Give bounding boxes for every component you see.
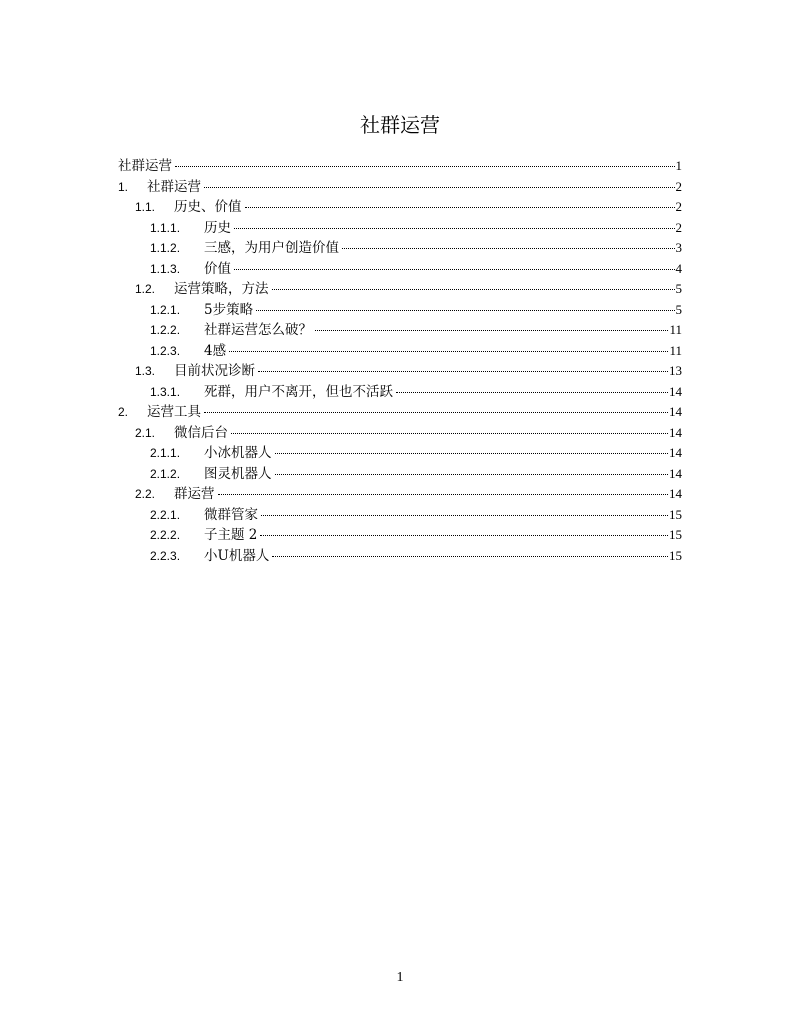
toc-entry-page: 14 xyxy=(669,424,682,440)
toc-entry[interactable] xyxy=(118,300,682,321)
toc-entry[interactable] xyxy=(118,361,682,382)
toc-entry-number: 2.2.3. xyxy=(150,548,181,563)
toc-entry[interactable] xyxy=(118,382,682,403)
toc-entry-number: 1.1.2. xyxy=(150,241,181,255)
toc-dot-leader xyxy=(218,492,669,495)
toc-dot-leader xyxy=(231,431,668,434)
toc-entry-label: 微群管家 xyxy=(204,506,258,523)
toc-entry-number: 2. xyxy=(118,405,129,419)
toc-entry-label: 运营工具 xyxy=(147,404,201,420)
toc-entry-number: 1.2.3. xyxy=(150,343,181,358)
toc-entry-number: 2.2.1. xyxy=(150,507,181,522)
toc-entry-label: 社群运营 xyxy=(147,178,201,195)
toc-entry-page: 14 xyxy=(669,486,682,501)
toc-entry-number: 2.1.1. xyxy=(150,446,181,460)
table-of-contents xyxy=(118,156,682,566)
toc-entry[interactable] xyxy=(118,484,682,505)
toc-entry-label: 社群运营 xyxy=(118,158,172,174)
toc-dot-leader xyxy=(261,513,668,516)
toc-dot-leader xyxy=(204,185,675,188)
toc-entry-label: 子主题 2 xyxy=(204,527,258,543)
toc-entry[interactable] xyxy=(118,156,682,177)
toc-entry-label: 历史、价值 xyxy=(174,199,242,215)
toc-dot-leader xyxy=(275,451,669,454)
toc-entry-label: 死群，用户不离开，但也不活跃 xyxy=(204,383,393,400)
toc-entry-label: 价值 xyxy=(204,260,231,277)
toc-entry-label: 图灵机器人 xyxy=(204,465,272,482)
toc-entry[interactable] xyxy=(118,320,682,341)
toc-dot-leader xyxy=(272,287,675,290)
toc-dot-leader xyxy=(342,246,675,249)
toc-entry-page: 14 xyxy=(669,445,682,460)
toc-entry-label: 4感 xyxy=(204,342,227,359)
toc-entry-label: 小冰机器人 xyxy=(204,445,272,461)
toc-entry-number: 1.2. xyxy=(135,282,156,296)
toc-entry[interactable] xyxy=(118,218,682,239)
toc-dot-leader xyxy=(204,410,668,413)
toc-entry[interactable] xyxy=(118,464,682,485)
toc-dot-leader xyxy=(234,267,675,270)
page-number: 1 xyxy=(396,970,404,985)
toc-entry[interactable] xyxy=(118,505,682,526)
toc-dot-leader xyxy=(258,369,668,372)
toc-entry-number: 1.3. xyxy=(135,364,156,378)
toc-entry-number: 2.2. xyxy=(135,487,156,501)
toc-dot-leader xyxy=(275,472,669,475)
toc-entry[interactable] xyxy=(118,525,682,546)
toc-entry[interactable] xyxy=(118,546,682,567)
toc-dot-leader xyxy=(175,164,675,167)
toc-entry-page: 14 xyxy=(669,383,682,399)
toc-entry[interactable] xyxy=(118,177,682,198)
toc-entry-number: 1.3.1. xyxy=(150,384,181,399)
toc-entry-label: 三感，为用户创造价值 xyxy=(204,240,339,256)
toc-entry-number: 2.1. xyxy=(135,425,156,440)
toc-entry[interactable] xyxy=(118,341,682,362)
toc-dot-leader xyxy=(272,554,668,557)
toc-entry-label: 历史 xyxy=(204,219,231,236)
toc-entry-label: 5步策略 xyxy=(204,301,254,318)
toc-entry-number: 2.1.2. xyxy=(150,466,181,481)
toc-entry-page: 5 xyxy=(675,301,682,317)
document-title: 社群运营 xyxy=(360,113,440,137)
toc-entry-page: 11 xyxy=(669,342,682,358)
toc-entry[interactable] xyxy=(118,197,682,218)
toc-entry[interactable] xyxy=(118,423,682,444)
toc-entry-label: 运营策略，方法 xyxy=(174,281,269,297)
toc-entry-page: 2 xyxy=(675,199,682,214)
toc-entry-number: 1. xyxy=(118,179,129,194)
toc-entry-page: 5 xyxy=(675,281,682,296)
toc-entry-page: 11 xyxy=(669,322,682,337)
toc-entry-page: 13 xyxy=(669,363,682,378)
toc-entry-label: 微信后台 xyxy=(174,424,228,441)
toc-entry-label: 社群运营怎么破？ xyxy=(204,322,312,338)
toc-entry-page: 14 xyxy=(669,465,682,481)
toc-dot-leader xyxy=(245,205,675,208)
toc-dot-leader xyxy=(234,226,675,229)
toc-entry[interactable] xyxy=(118,279,682,300)
toc-entry-number: 1.2.1. xyxy=(150,302,181,317)
toc-entry[interactable] xyxy=(118,259,682,280)
toc-dot-leader xyxy=(256,308,674,311)
toc-entry[interactable] xyxy=(118,402,682,423)
toc-entry-number: 1.1. xyxy=(135,200,156,214)
toc-entry-page: 15 xyxy=(669,506,682,522)
toc-entry-page: 15 xyxy=(669,547,682,563)
toc-dot-leader xyxy=(396,390,668,393)
toc-entry-page: 1 xyxy=(675,158,682,173)
toc-entry[interactable] xyxy=(118,443,682,464)
toc-entry-page: 3 xyxy=(675,240,682,255)
toc-entry-number: 1.1.1. xyxy=(150,220,181,235)
toc-entry-number: 1.2.2. xyxy=(150,323,181,337)
toc-entry-page: 2 xyxy=(675,178,682,194)
toc-entry-label: 小U机器人 xyxy=(204,547,270,564)
toc-entry-page: 15 xyxy=(669,527,682,542)
toc-dot-leader xyxy=(315,328,668,331)
toc-dot-leader xyxy=(229,349,668,352)
toc-entry-page: 14 xyxy=(669,404,682,419)
toc-entry-label: 群运营 xyxy=(174,486,215,502)
toc-entry-number: 2.2.2. xyxy=(150,528,181,542)
toc-dot-leader xyxy=(260,533,668,536)
toc-entry-label: 目前状况诊断 xyxy=(174,363,255,379)
toc-entry-number: 1.1.3. xyxy=(150,261,181,276)
toc-entry-page: 4 xyxy=(675,260,682,276)
toc-entry-page: 2 xyxy=(675,219,682,235)
toc-entry[interactable] xyxy=(118,238,682,259)
